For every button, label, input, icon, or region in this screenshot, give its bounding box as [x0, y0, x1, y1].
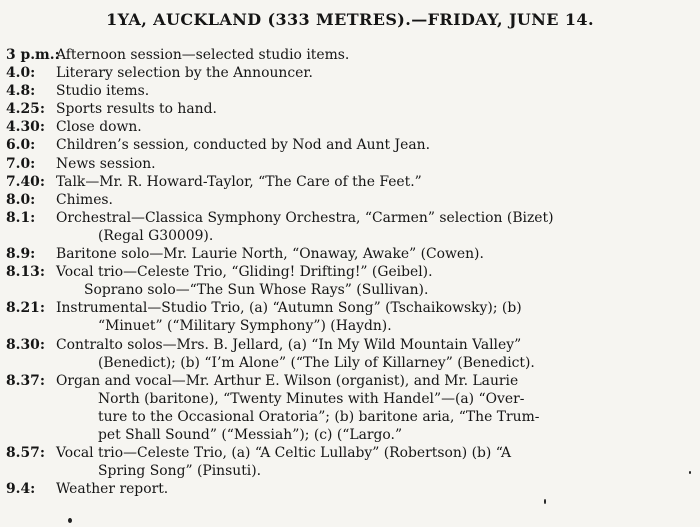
program-entry-line: [6, 480, 696, 498]
program-entry-line: [6, 46, 696, 64]
entry-text: Afternoon session—selected studio items.: [56, 47, 350, 63]
entry-time: [6, 390, 56, 408]
entry-time: 4.8:: [6, 83, 36, 100]
entry-time: [6, 281, 56, 299]
entry-text: News session.: [56, 155, 156, 172]
entry-time: 7.0:: [6, 155, 36, 172]
entry-time: 6.0:: [6, 137, 36, 154]
entry-time: 8.13:: [6, 264, 45, 281]
entry-time: [6, 354, 56, 372]
entry-time: 8.30:: [6, 336, 45, 353]
program-entry-line: [6, 281, 696, 299]
program-entry-line: [6, 372, 696, 390]
program-entry-line: [6, 299, 696, 317]
program-entry-line: [6, 173, 696, 191]
program-entry-line: [6, 82, 696, 100]
program-entry-line: [6, 444, 696, 462]
entry-time: [6, 462, 56, 480]
entry-text: Vocal trio—Celeste Trio, “Gliding! Drifting!” (Geibel).: [56, 264, 433, 281]
entry-time: [6, 408, 56, 426]
entry-time: 4.0:: [6, 65, 36, 82]
entry-text: Orchestral—Classica Symphony Orchestra, “Carmen” selection (Bizet): [56, 209, 554, 226]
entry-text: Sports results to hand.: [56, 101, 217, 118]
entry-text: Close down.: [56, 119, 142, 136]
entry-text: Studio items.: [56, 83, 150, 100]
print-speck: [689, 471, 691, 474]
entry-text: Literary selection by the Announcer.: [56, 65, 313, 82]
entry-text: “Minuet” (“Military Symphony”) (Haydn).: [98, 318, 392, 335]
program-entry-line: [6, 462, 696, 480]
entry-text: Organ and vocal—Mr. Arthur E. Wilson (organist), and Mr. Laurie: [56, 372, 519, 389]
entry-time: 8.9:: [6, 246, 36, 263]
entry-time: 4.30:: [6, 119, 45, 136]
program-entry-line: [6, 408, 696, 426]
program-entry-line: [6, 209, 696, 227]
entry-text: Vocal trio—Celeste Trio, (a) “A Celtic Lullaby” (Robertson) (b) “A: [56, 445, 512, 462]
entry-time: 8.21:: [6, 300, 45, 317]
entry-time: 3 p.m.:: [6, 47, 60, 63]
print-speck: [68, 518, 72, 523]
entry-text: Instrumental—Studio Trio, (a) “Autumn Song” (Tschaikowsky); (b): [56, 300, 522, 317]
entry-time: [6, 317, 56, 335]
entry-text: ture to the Occasional Oratoria”; (b) baritone aria, “The Trum-: [98, 408, 540, 425]
program-entry-line: [6, 100, 696, 118]
program-entry-line: [6, 155, 696, 173]
entry-time: 9.4:: [6, 481, 36, 498]
program-entry-line: [6, 245, 696, 263]
entry-time: 8.57:: [6, 445, 45, 462]
entry-text: Talk—Mr. R. Howard-Taylor, “The Care of the Feet.”: [56, 173, 422, 190]
program-entry-line: [6, 118, 696, 136]
entry-time: 4.25:: [6, 101, 45, 118]
entry-time: 7.40:: [6, 173, 45, 190]
entry-text: Soprano solo—“The Sun Whose Rays” (Sullivan).: [84, 282, 429, 299]
entry-text: Spring Song” (Pinsuti).: [98, 463, 262, 480]
entry-text: Weather report.: [56, 481, 169, 498]
entry-text: North (baritone), “Twenty Minutes with Handel”—(a) “Over-: [98, 390, 525, 407]
entry-time: 8.37:: [6, 372, 45, 389]
entry-text: Children’s session, conducted by Nod and Aunt Jean.: [56, 137, 430, 154]
entry-time: [6, 227, 56, 245]
page-title: 1YA, AUCKLAND (333 METRES).—FRIDAY, JUNE 14.: [106, 10, 594, 29]
entry-time: 8.0:: [6, 191, 36, 208]
program-entry-line: [6, 136, 696, 154]
entry-text: (Regal G30009).: [98, 227, 214, 244]
entry-text: (Benedict); (b) “I’m Alone” (“The Lily of Killarney” (Benedict).: [98, 354, 535, 371]
entry-time: [6, 426, 56, 444]
program-entry-line: [6, 336, 696, 354]
entry-text: pet Shall Sound” (“Messiah”); (c) (“Largo.”: [98, 426, 403, 443]
program-entry-line: [6, 426, 696, 444]
program-entry-line: [6, 354, 696, 372]
program-entry-line: [6, 191, 696, 209]
program-entry-line: [6, 263, 696, 281]
print-speck: [544, 499, 546, 504]
entry-text: Baritone solo—Mr. Laurie North, “Onaway, Awake” (Cowen).: [56, 246, 484, 263]
program-entry-line: [6, 227, 696, 245]
program-entry-line: [6, 390, 696, 408]
entry-time: 8.1:: [6, 209, 36, 226]
entry-text: Contralto solos—Mrs. B. Jellard, (a) “In My Wild Mountain Valley”: [56, 336, 522, 353]
entry-text: Chimes.: [56, 191, 113, 208]
program-list: [6, 46, 696, 498]
program-entry-line: [6, 64, 696, 82]
program-entry-line: [6, 317, 696, 335]
